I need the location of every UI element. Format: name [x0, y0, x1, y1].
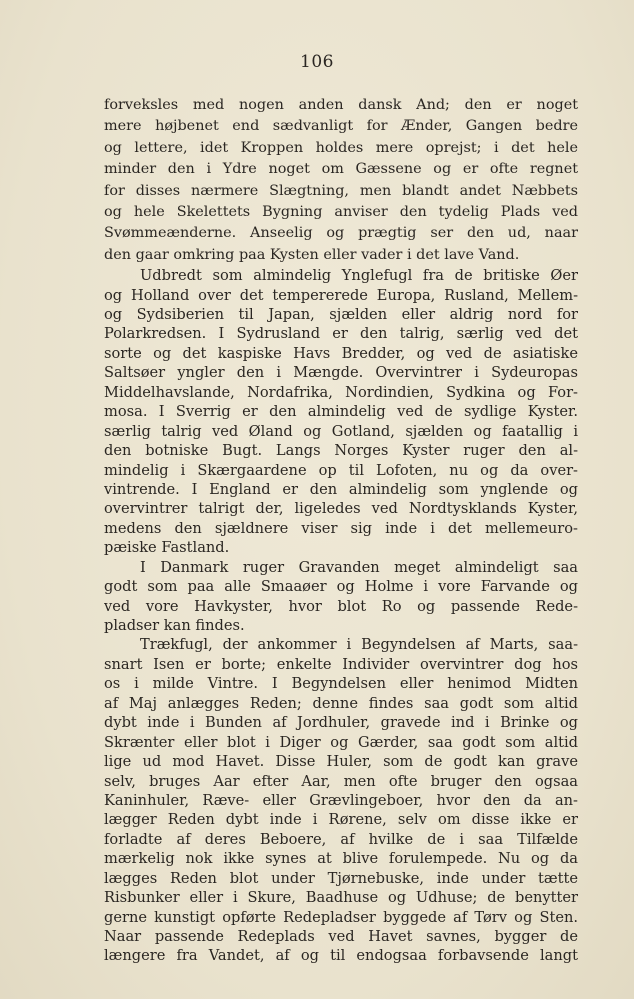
text-line: Trækfugl, der ankommer i Begyndelsen af Marts, saa- [140, 636, 578, 654]
body-text [104, 95, 578, 966]
text-line: særlig talrig ved Øland og Gotland, sjælden og faatallig i [104, 422, 578, 440]
text-line: Polarkredsen. I Sydrusland er den talrig, særlig ved det [104, 325, 578, 343]
text-line: medens den sjældnere viser sig inde i det mellemeuro- [104, 519, 578, 537]
paragraph-description [104, 95, 578, 266]
text-line: lægger Reden dybt inde i Rørene, selv om disse ikke er [104, 811, 578, 829]
text-line: os i milde Vintre. I Begyndelsen eller henimod Midten [104, 675, 578, 693]
text-line: og Sydsiberien til Japan, sjælden eller aldrig nord for [104, 306, 578, 323]
text-line: godt som paa alle Smaaøer og Holme i vore Farvande og [104, 578, 578, 596]
text-line: den botniske Bugt. Langs Norges Kyster ruger den al- [104, 442, 578, 460]
paragraph-denmark [104, 558, 578, 636]
text-line: pladser kan findes. [104, 617, 245, 634]
text-line: Risbunker eller i Skure, Baadhuse og Udhuse; de benytter [104, 889, 578, 907]
text-line: Svømmeænderne. Anseelig og prægtig ser den ud, naar [104, 225, 578, 242]
text-line: Kaninhuler, Ræve- eller Grævlingeboer, hvor den da an- [104, 791, 578, 809]
text-line: og hele Skelettets Bygning anviser den tydelig Plads ved [104, 203, 578, 220]
text-line: Skrænter eller blot i Diger og Gærder, saa godt som altid [104, 733, 578, 751]
text-line: snart Isen er borte; enkelte Individer overvintrer dog hos [104, 655, 578, 673]
text-line: af Maj anlægges Reden; denne findes saa godt som altid [104, 694, 578, 712]
text-line: mærkelig nok ikke synes at blive forulempede. Nu og da [104, 850, 578, 868]
text-line: lægges Reden blot under Tjørnebuske, inde under tætte [104, 869, 578, 887]
text-line: mindelig i Skærgaardene op til Lofoten, nu og da over- [104, 461, 578, 479]
text-line: for disses nærmere Slægtning, men blandt andet Næbbets [104, 182, 578, 199]
text-line: og lettere, idet Kroppen holdes mere oprejst; i det hele [104, 139, 578, 156]
text-line: Naar passende Redeplads ved Havet savnes, bygger de [104, 928, 578, 945]
text-line: lige ud mod Havet. Disse Huler, som de godt kan grave [104, 753, 578, 771]
text-line: sorte og det kaspiske Havs Bredder, og ved de asiatiske [104, 344, 578, 362]
text-line: Udbredt som almindelig Ynglefugl fra de britiske Øer [140, 267, 578, 285]
text-line: gerne kunstigt opførte Redepladser byggede af Tørv og Sten. [104, 908, 578, 926]
text-line: mere højbenet end sædvanligt for Ænder, Gangen bedre [104, 118, 578, 135]
text-line: pæiske Fastland. [104, 539, 230, 557]
text-line: forveksles med nogen anden dansk And; den er noget [104, 97, 578, 113]
text-line: overvintrer talrigt der, ligeledes ved Nordtysklands Kyster, [104, 500, 578, 518]
text-line: mosa. I Sverrig er den almindelig ved de sydlige Kyster. [104, 403, 578, 421]
text-line: vintrende. I England er den almindelig som ynglende og [104, 480, 578, 498]
paragraph-migration-nesting [104, 635, 578, 965]
text-line: selv, bruges Aar efter Aar, men ofte bruger den ogsaa [104, 772, 578, 790]
text-line: og Holland over det tempererede Europa, Rusland, Mellem- [104, 286, 578, 304]
text-line: den gaar omkring paa Kysten eller vader i det lave Vand. [104, 246, 520, 263]
text-line: Saltsøer yngler den i Mængde. Overvintrer i Sydeuropas [104, 364, 578, 382]
text-line: forladte af deres Beboere, af hvilke de i saa Tilfælde [104, 830, 578, 848]
text-line: minder den i Ydre noget om Gæssene og er ofte regnet [104, 161, 578, 178]
text-line: Middelhavslande, Nordafrika, Nordindien, Sydkina og For- [104, 383, 578, 401]
text-line: længere fra Vandet, af og til endogsaa forbavsende langt [104, 947, 578, 965]
text-line: dybt inde i Bunden af Jordhuler, gravede ind i Brinke og [104, 714, 578, 732]
text-line: ved vore Havkyster, hvor blot Ro og passende Rede- [104, 597, 578, 615]
page-number: 106 [300, 52, 334, 72]
paragraph-distribution [104, 266, 578, 558]
text-line: I Danmark ruger Gravanden meget almindeligt saa [140, 558, 578, 576]
